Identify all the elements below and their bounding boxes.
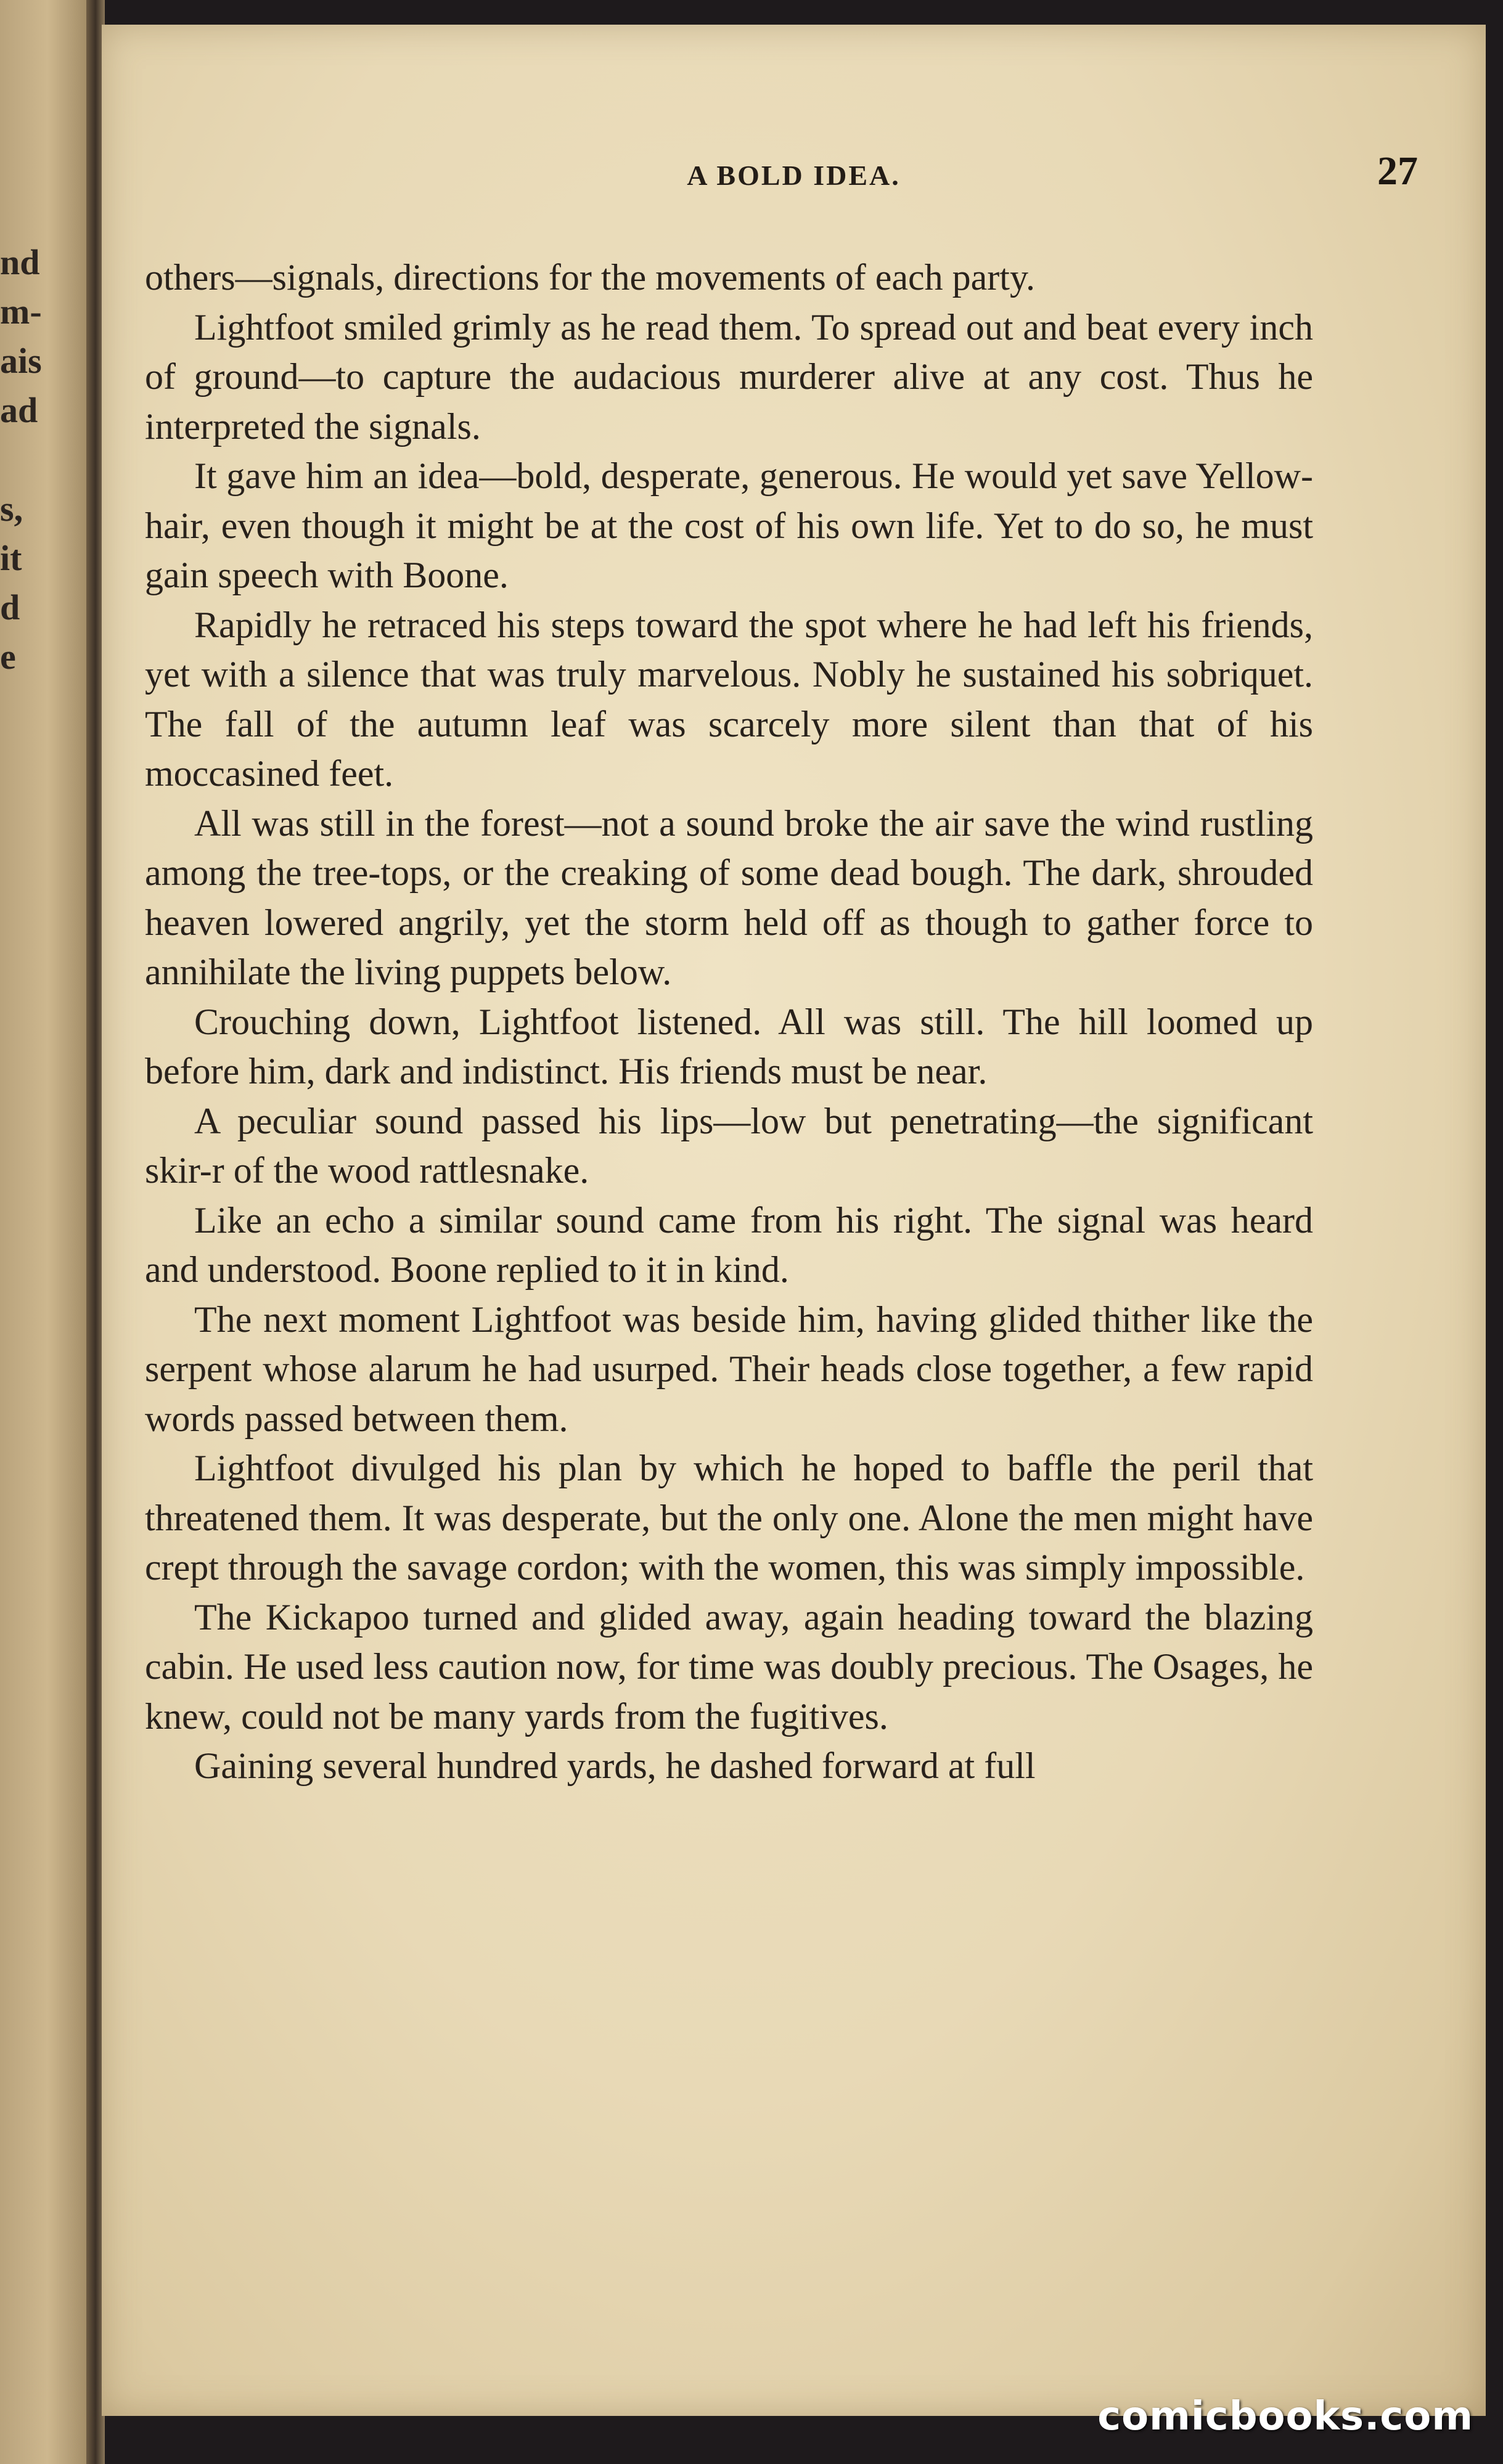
paragraph: others—signals, directions for the movements of each party. [145, 257, 1036, 298]
paragraph: Gaining several hundred yards, he dashed forward at full [194, 1745, 1036, 1786]
paragraph: The Kickapoo turned and glided away, again heading toward the blazing cabin. He used less caution now, for time was doubly precious. The Osages, he knew, could not be many yards from the fugitives. [145, 1596, 1313, 1737]
book-page [102, 25, 1486, 2416]
left-page-edge [0, 0, 86, 2464]
paragraph: A peculiar sound passed his lips—low but penetrating—the significant skir-r of the wood rattlesnake. [145, 1100, 1313, 1191]
paragraph: Lightfoot divulged his plan by which he hoped to baffle the peril that threatened them. It was desperate, but the only one. Alone the men might have crept through the savage cordon; with the women, this was simply impossible. [145, 1448, 1313, 1588]
paragraph: Lightfoot smiled grimly as he read them. To spread out and beat every inch of ground—to capture the audacious murderer alive at any cost. Thus he interpreted the signals. [145, 306, 1313, 447]
left-page-fragment: ad [0, 390, 38, 430]
left-page-fragment: it [0, 538, 22, 578]
site-watermark: comicbooks.com [1097, 2394, 1473, 2439]
running-title: A BOLD IDEA. [687, 160, 901, 191]
page-header [102, 148, 1486, 203]
paragraph: It gave him an idea—bold, desperate, generous. He would yet save Yellow-hair, even though it might be at the cost of his own life. Yet to do so, he must gain speech with Boone. [145, 455, 1313, 595]
left-page-fragment: nd [0, 242, 40, 282]
left-page-fragment: s, [0, 489, 23, 529]
paragraph: The next moment Lightfoot was beside him, having glided thither like the serpent whose alarum he had usurped. Their heads close together, a few rapid words passed between them. [145, 1299, 1313, 1439]
left-page-fragment: d [0, 587, 20, 627]
paragraph: All was still in the forest—not a sound broke the air save the wind rustling among the tree-tops, or the creaking of some dead bough. The dark, shrouded heaven lowered angrily, yet the storm held off as though to gather force to annihilate the living puppets below. [145, 802, 1313, 992]
paragraph: Like an echo a similar sound came from his right. The signal was heard and understood. Boone replied to it in kind. [145, 1199, 1313, 1290]
paragraph: Rapidly he retraced his steps toward the spot where he had left his friends, yet with a silence that was truly marvelous. Nobly he sustained his sobriquet. The fall of the autumn leaf was scarcely more silent than that of his moccasined feet. [145, 604, 1313, 794]
left-page-fragment: ais [0, 341, 42, 381]
body-text [145, 253, 1313, 1791]
left-page-fragment: m- [0, 292, 42, 332]
paragraph: Crouching down, Lightfoot listened. All was still. The hill loomed up before him, dark and indistinct. His friends must be near. [145, 1001, 1313, 1091]
left-page-fragment: e [0, 637, 16, 677]
page-number: 27 [1377, 149, 1418, 194]
